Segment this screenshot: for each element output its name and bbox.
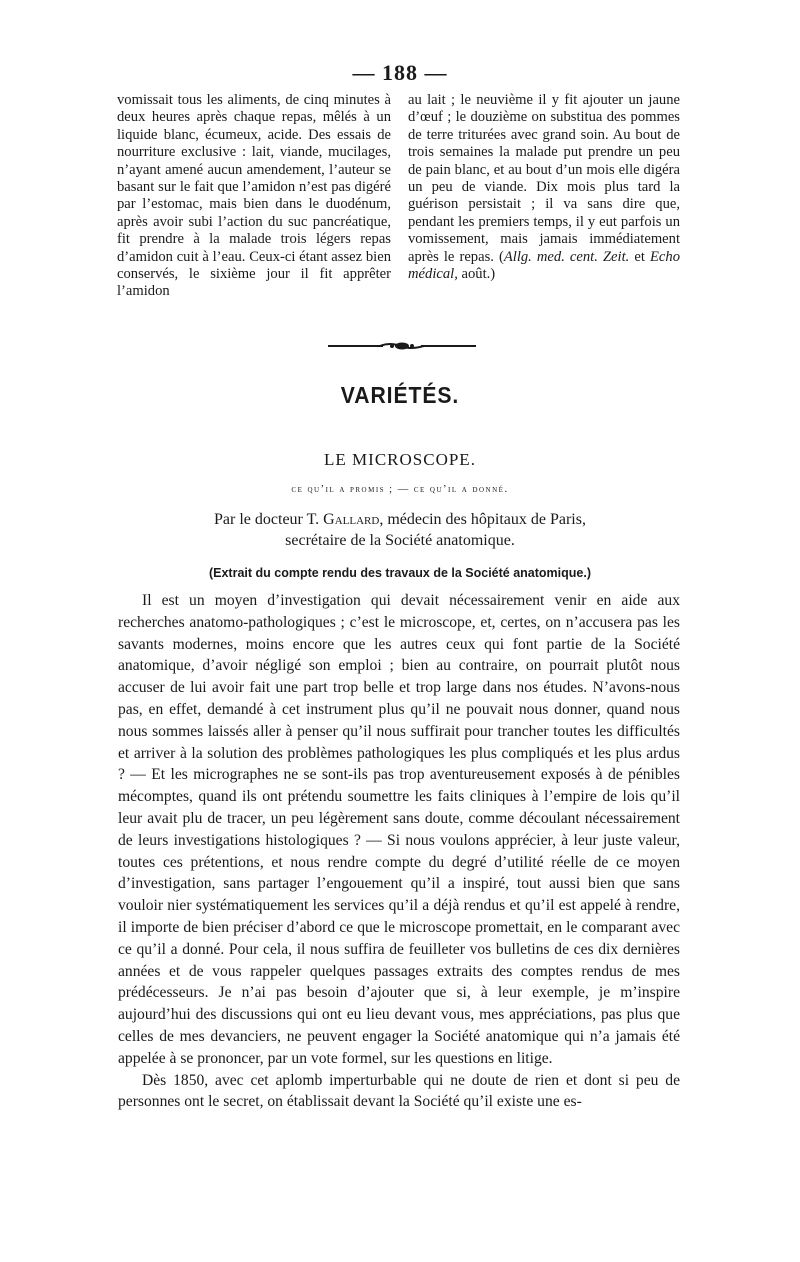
page-number: — 188 — (352, 60, 448, 85)
right-column-text (408, 92, 680, 283)
rule-line-right (421, 345, 476, 347)
article-subtitle: ce qu’il a promis ; — ce qu’il a donné. (291, 484, 509, 495)
article-body (118, 590, 680, 1113)
right-column-main: au lait ; le neuvième il y fit ajouter un jaune d’œuf ; le douzième on substitua des pommes de terre triturées avec grand soin. Au bout de trois semaines la malade put prendre un peu de pain blanc, et au bout d’un mois elle digéra un peu de viande. Dix mois plus tard la guérison persistait ; il va sans dire que, pendant les premiers temps, il y eut parfois un vomissement, mais jamais immédiatement après le repas. ( (408, 92, 680, 265)
byline-suffix: , médecin des hôpitaux de Paris, (379, 511, 586, 528)
source-connector: et (629, 248, 650, 265)
byline-prefix: Par le docteur T. (214, 511, 324, 528)
byline-author: Gallard (323, 511, 380, 528)
ornamental-rule (328, 341, 476, 351)
body-paragraph-1: Il est un moyen d’investigation qui devait nécessairement venir en aide aux recherches anatomo-pathologiques ; c’est le microscope, et, certes, on n’accusera pas les savants modernes, moins encore que les autres ceux qui font partie de la Société anatomique, d’avoir négligé son emploi ; bien au contraire, on pourrait plutôt nous accuser de lui avoir fait une part trop belle et trop large dans nos études. N’avons-nous pas, en effet, demandé à cet instrument plus qu’il ne pouvait nous donner, quand nous nous sommes laissés aller à penser qu’il nous suffirait pour trancher toutes les difficultés et arriver à la solution des problèmes pathologiques les plus compliqués et les plus ardus ? — Et les micrographes ne se sont-ils pas trop aventureusement exposés à de pénibles mécomptes, quand ils ont prétendu soumettre les faits cliniques à l’empire de lois qu’il leur avait plu de tracer, un peu légèrement sans doute, comme découlant nécessairement de leurs investigations histologiques ? — Si nous voulons apprécier, à leur juste valeur, toutes ces prétentions, et nous rendre compte du degré d’utilité réelle de ce moyen d’investigation, sans partager l’engouement qu’il a inspiré, tout aussi bien que sans vouloir nier systématiquement les services qu’il a déjà rendus et qu’il est appelé à rendre, il importe de bien préciser d’abord ce que le microscope promettait, en le comparant avec ce qu’il a donné. Pour cela, il nous suffira de feuilleter vos bulletins de ces dix dernières années et de vous rappeler quelques passages extraits des comptes rendus de mes prédécesseurs. Je n’ai pas besoin d’ajouter que si, à leur exemple, je m’inspire aujourd’hui des discussions qui ont eu lieu devant vous, mes appréciations, pas plus que celles de mes devanciers, ne peuvent engager la Société anatomique qui n’a jamais été appelée à se prononcer, par un vote formel, sur les questions en litige. (118, 592, 680, 1067)
source-journal-1: Allg. med. cent. Zeit. (503, 248, 630, 265)
rule-line-left (328, 345, 383, 347)
extract-note: (Extrait du compte rendu des travaux de la Société anatomique.) (208, 566, 592, 580)
byline-line-1 (0, 509, 800, 530)
fleuron-icon (380, 341, 424, 351)
body-paragraph-2: Dès 1850, avec cet aplomb imperturbable qui ne doute de rien et dont si peu de personnes ont le secret, on établissait devant la Société qu’il existe une es- (118, 1071, 680, 1111)
byline-line-2: secrétaire de la Société anatomique. (285, 532, 515, 549)
source-date: août.) (457, 266, 496, 283)
source-journal-2: Echo médical, (408, 248, 680, 283)
right-column (408, 92, 680, 283)
left-column-text: vomissait tous les aliments, de cinq minutes à deux heures après chaque repas, mêlés à un liquide blanc, écumeux, acide. Des essais de nourriture exclusive : lait, viande, mucilages, n’ayant amené aucun amendement, l’auteur se basant sur le fait que l’amidon n’est pas digéré par l’estomac, mais bien dans le duodénum, après avoir subi l’action du suc pancréatique, fit prendre à la malade trois légers repas d’amidon cuit à l’eau. Ceux-ci étant assez bien conservés, le sixième jour il fit apprêter l’amidon (117, 92, 391, 300)
article-byline (0, 509, 800, 551)
left-column (117, 92, 391, 301)
article-title: LE MICROSCOPE. (324, 450, 476, 469)
section-heading: VARIÉTÉS. (340, 382, 460, 408)
